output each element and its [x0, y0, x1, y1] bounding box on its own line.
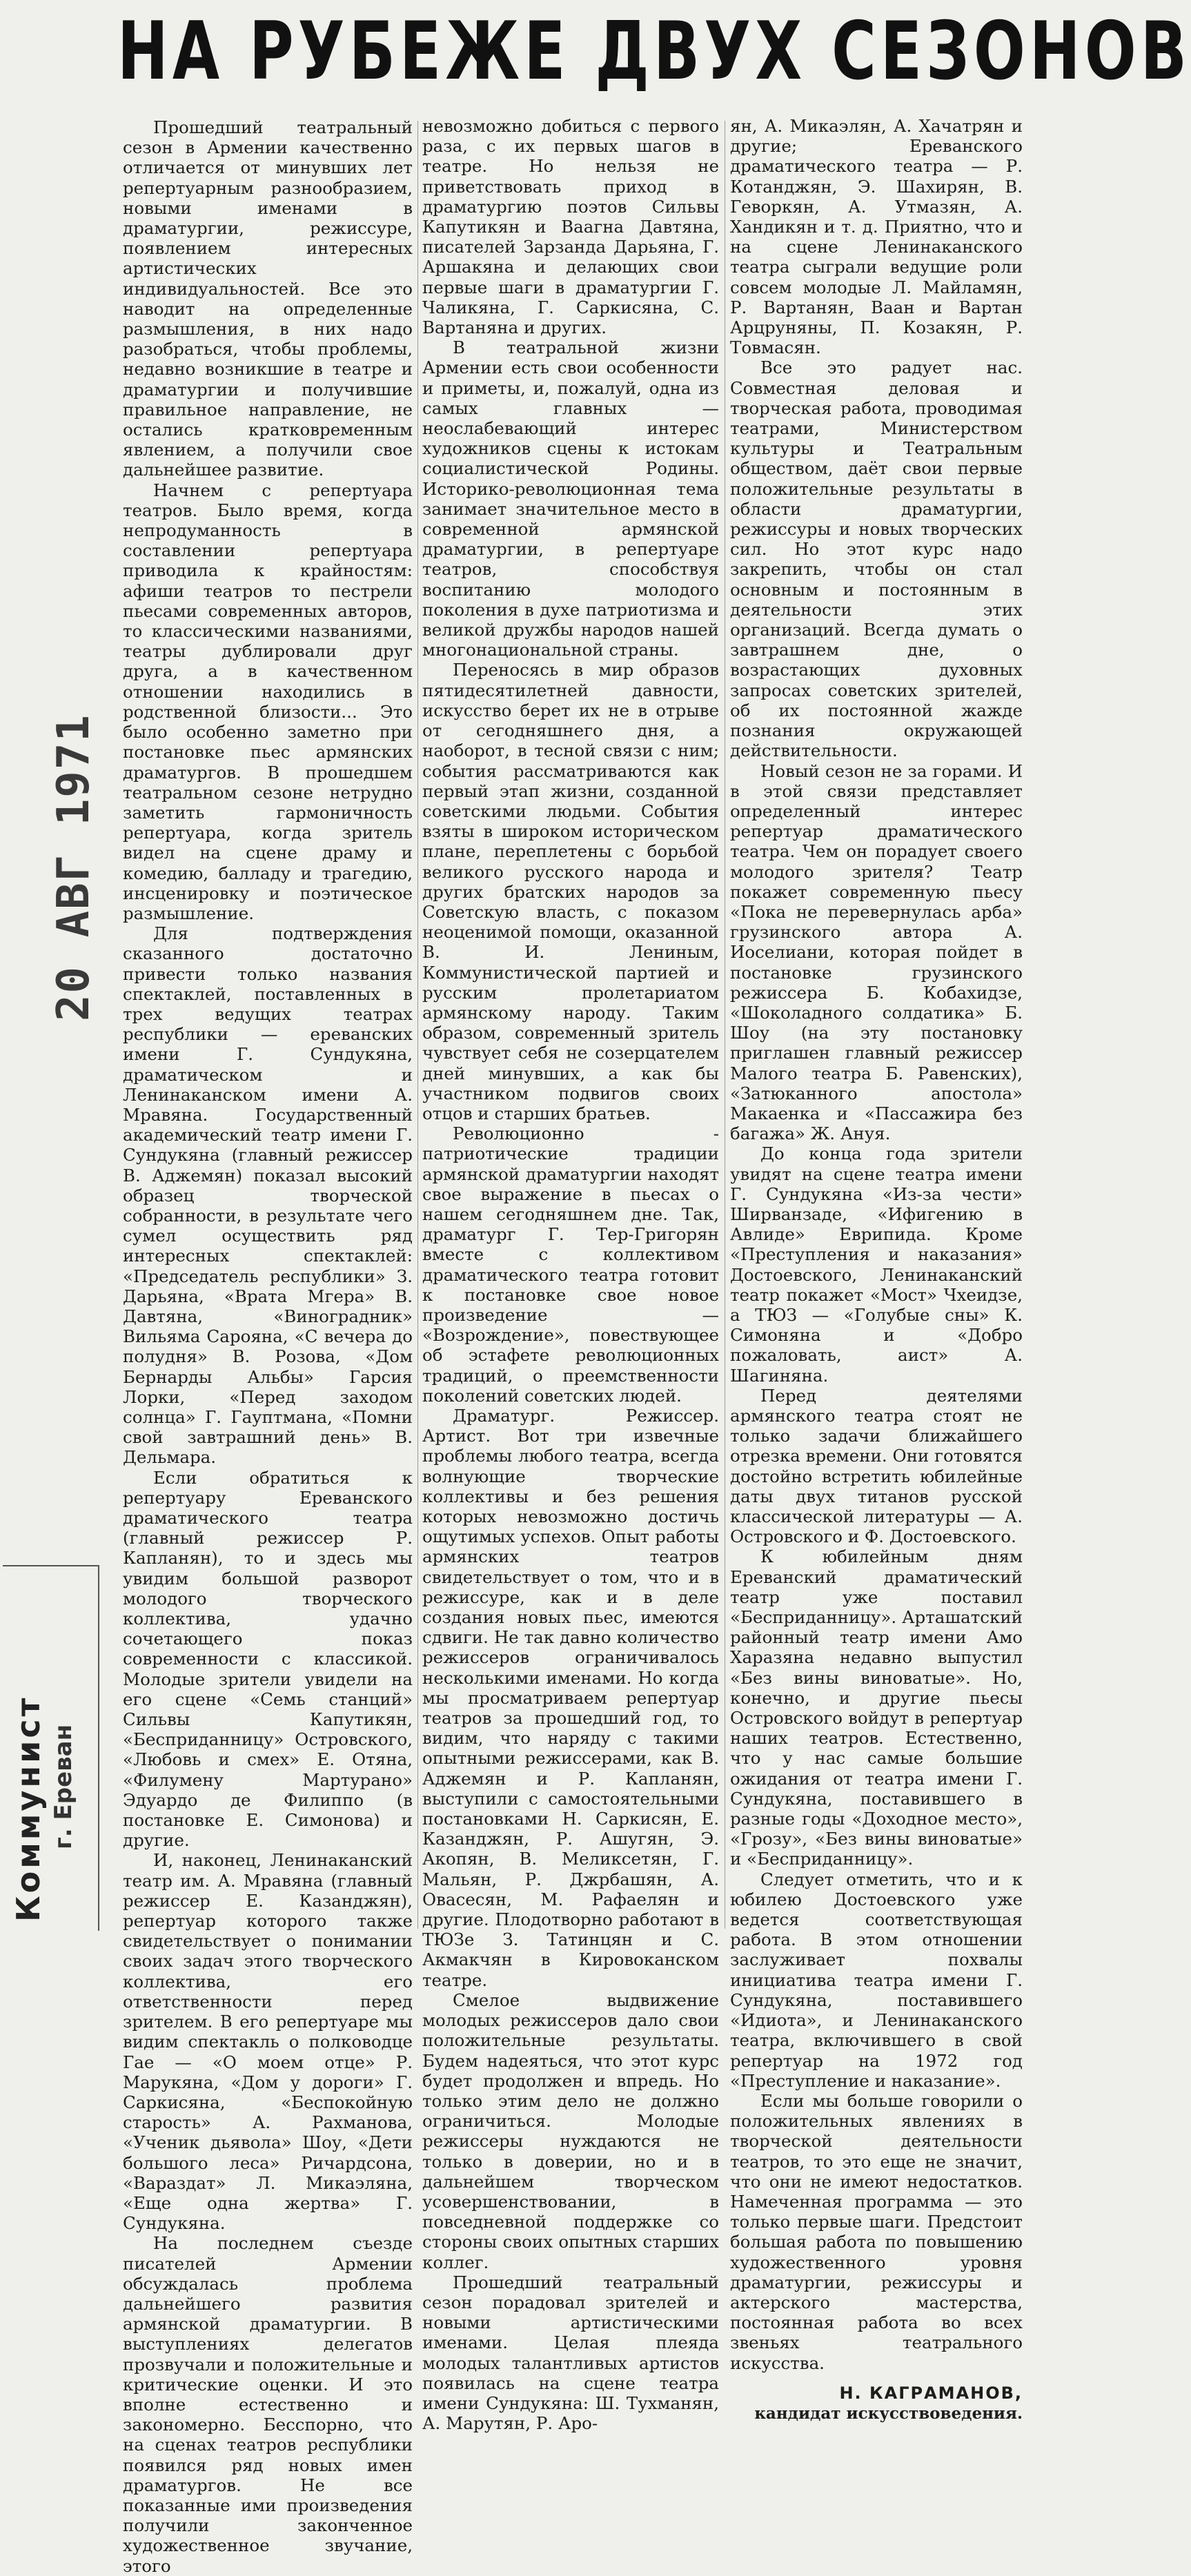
paragraph: Прошедший театральный сезон в Армении качественно отличается от минувших лет репертуарным разнообразием, новыми именами в драматургии, режиссуре, появлением интересных артистических индивидуальностей. Все это наводит на определенные размышления, в них надо разобраться, чтобы проблемы, недавно возникшие в театре и драматургии и получившие правильное направление, не остались кратковременным явлением, а получили свое дальнейшее развитие. [123, 117, 413, 480]
article-column-2 [422, 116, 719, 2434]
paragraph: Все это радует нас. Совместная деловая и творческая работа, проводимая театрами, Министерством культуры и Театральным обществом, даёт свои первые положительные результаты в области драматургии, режиссуры и новых творческих сил. Но этот курс надо закрепить, чтобы он стал основным и постоянным в деятельности этих организаций. Всегда думать о завтрашнем дне, о возрастающих духовных запросах советских зрителей, об их постоянной жажде познания окружающей действительности. [730, 357, 1023, 761]
paragraph: ян, А. Микаэлян, А. Хачатрян и другие; Ереванского драматического театра — Р. Котанджян, Э. Шахирян, В. Геворкян, А. Утмазян, А. Хандикян и т. д. Приятно, что и на сцене Ленинаканского театра сыграли ведущие роли совсем молодые Л. Майламян, Р. Вартанян, Ваан и Вартан Арцруняны, П. Козакян, Р. Товмасян. [730, 116, 1023, 358]
paragraph: Если мы больше говорили о положительных явлениях в творческой деятельности театров, то это еще не значит, что они не имеют недостатков. Намеченная программа — это только первые шаги. Предстоит большая работа по повышению художественного уровня драматургии, режиссуры и актерского мастерства, постоянная работа во всех звеньях театрального искусства. [730, 2090, 1023, 2373]
column-divider [417, 121, 418, 1929]
archive-city-name: г. Ереван [50, 1724, 77, 1849]
paragraph: Начнем с репертуара театров. Было время, когда непродуманность в составлении репертуара приводила к крайностям: афиши театров то пестрели пьесами современных авторов, то классическими названиями, театры дублировали друг друга, а в качественном отношении находились в родственной близости... Это было особенно заметно при постановке пьес армянских драматургов. В прошедшем театральном сезоне нетрудно заметить гармоничность репертуара, когда зритель видел на сцене драму и комедию, балладу и трагедию, инсценировку и поэтическое размышление. [123, 480, 413, 923]
article-column-3 [730, 116, 1023, 2423]
paragraph: До конца года зрители увидят на сцене театра имени Г. Сундукяна «Из-за чести» Ширванзаде, «Ифигению в Авлиде» Еврипида. Кроме «Преступления и наказания» Достоевского, Ленинаканский театр покажет «Мост» Чхеидзе, а ТЮЗ — «Голубые сны» К. Симоняна и «Добро пожаловать, аист» А. Шагиняна. [730, 1143, 1023, 1386]
paragraph: Прошедший театральный сезон порадовал зрителей и новыми артистическими именами. Целая плеяда молодых талантливых артистов появилась на сцене театра имени Сундукяна: Ш. Тухманян, А. Марутян, Р. Аро- [422, 2272, 719, 2434]
author-signature [730, 2383, 1023, 2423]
paragraph: Смелое выдвижение молодых режиссеров дало свои положительные результаты. Будем надеяться, что этот курс будет продолжен и впредь. Но только этим дело не должно ограничиться. Молодые режиссеры нуждаются не только в доверии, но и в дальнейшем творческом усовершенствовании, в повседневной поддержке со стороны своих опытных старших коллег. [422, 1989, 719, 2272]
paragraph: Перед деятелями армянского театра стоят не только задачи ближайшего отрезка времени. Они готовятся достойно встретить юбилейные даты двух титанов русской классической литературы — А. Островского и Ф. Достоевского. [730, 1385, 1023, 1547]
paragraph: Если обратиться к репертуару Ереванского драматического театра (главный режиссер Р. Капланян), то и здесь мы увидим большой разворот молодого творческого коллектива, удачно сочетающего показ современности с классикой. Молодые зрители увидели на его сцене «Семь станций» Сильвы Капутикян, «Бесприданницу» Островского, «Любовь и смех» Е. Отяна, «Филумену Мартурано» Эдуардо де Филиппо (в постановке Е. Симонова) и другие. [123, 1467, 413, 1851]
paragraph: Новый сезон не за горами. И в этой связи представляет определенный интерес репертуар драматического театра. Чем он порадует своего молодого зрителя? Театр покажет современную пьесу «Пока не перевернулась арба» грузинского автора А. Иоселиани, которая пойдет в постановке грузинского режиссера Б. Кобахидзе, «Шоколадного солдатика» Б. Шоу (на эту постановку приглашен главный режиссер Малого театра Б. Равенских), «Затюканного апостола» Макаенка и «Пассажира без багажа» Ж. Ануя. [730, 760, 1023, 1144]
author-title: кандидат искусствоведения. [754, 2403, 1023, 2423]
paragraph: Революционно - патриотические традиции армянской драматургии находят свое выражение в пьесах о нашем сегодняшнем дне. Так, драматург Г. Тер-Григорян вместе с коллективом драматического театра готовит к постановке свое новое произведение — «Возрождение», повествующее об эстафете революционных традиций, о преемственности поколений советских людей. [422, 1123, 719, 1406]
paragraph: На последнем съезде писателей Армении обсуждалась проблема дальнейшего развития армянской драматургии. В выступлениях делегатов прозвучали и положительные и критические оценки. И это вполне естественно и закономерно. Бесспорно, что на сценах театров республики появился ряд новых имен драматургов. Не все показанные ими произведения получили законченное художественное звучание, этого [123, 2233, 413, 2576]
paragraph: Следует отметить, что и к юбилею Достоевского уже ведется соответствующая работа. В этом отношении заслуживает похвалы инициатива театра имени Г. Сундукяна, поставившего «Идиота», и Ленинаканского театра, включившего в свой репертуар на 1972 год «Преступление и наказание». [730, 1869, 1023, 2091]
paragraph: Для подтверждения сказанного достаточно привести только названия спектаклей, поставленных в трех ведущих театрах республики — ереванских имени Г. Сундукяна, драматическом и Ленинаканском имени А. Мравяна. Государственный академический театр имени Г. Сундукяна (главный режиссер В. Аджемян) показал высокий образец творческой собранности, в результате чего сумел осуществить ряд интересных спектаклей: «Председатель республики» З. Дарьяна, «Врата Мгера» В. Давтяна, «Виноградник» Вильяма Сарояна, «С вечера до полудня» В. Розова, «Дом Бернарды Альбы» Гарсия Лорки, «Перед заходом солнца» Г. Гауптмана, «Помни свой завтрашний день» В. Дельмара. [123, 923, 413, 1468]
paragraph: И, наконец, Ленинаканский театр им. А. Мравяна (главный режиссер Е. Казанджян), репертуар которого также свидетельствует о понимании своих задач этого творческого коллектива, его ответственности перед зрителем. В его репертуаре мы видим спектакль о полководце Гае — «О моем отце» Р. Марукяна, «Дом у дороги» Г. Саркисяна, «Беспокойную старость» А. Рахманова, «Ученик дьявола» Шоу, «Дети большого леса» Ричардсона, «Вараздат» Л. Микаэляна, «Еще одна жертва» Г. Сундукяна. [123, 1850, 413, 2234]
archive-newspaper-name: Коммунист [10, 1695, 47, 1922]
paragraph: К юбилейным дням Ереванский драматический театр уже поставил «Бесприданницу». Арташатский районный театр имени Амо Харазяна недавно выпустил «Без вины виноватые». Но, конечно, и другие пьесы Островского войдут в репертуар наших театров. Естественно, что у нас самые большие ожидания от театра имени Г. Сундукяна, поставившего в разные годы «Доходное место», «Грозу», «Без вины виноватые» и «Бесприданницу». [730, 1546, 1023, 1869]
paragraph: В театральной жизни Армении есть свои особенности и приметы, и, пожалуй, одна из самых главных — неослабевающий интерес художников сцены к истокам социалистической Родины. Историко-революционная тема занимает значительное место в современной армянской драматургии, в репертуаре театров, способствуя воспитанию молодого поколения в духе патриотизма и великой дружбы народов нашей многонациональной страны. [422, 337, 719, 660]
paragraph: Драматург. Режиссер. Артист. Вот три извечные проблемы любого театра, всегда волнующие творческие коллективы и без решения которых невозможно достичь ощутимых успехов. Опыт работы армянских театров свидетельствует о том, что и в режиссуре, как и в деле создания новых пьес, имеются сдвиги. Не так давно количество режиссеров ограничивалось несколькими именами. Но когда мы просматриваем репертуар театров за прошедший год, то видим, что наряду с такими опытными режиссерами, как В. Аджемян и Р. Капланян, выступили с самостоятельными постановками Н. Саркисян, Е. Казанджян, Р. Ашугян, Э. Акопян, В. Меликсетян, Г. Мальян, Р. Джрбашян, А. Овасесян, М. Рафаелян и другие. Плодотворно работают в ТЮЗе З. Татинцян и С. Акмакчян в Кировоканском театре. [422, 1406, 719, 1990]
author-name: Н. КАГРАМАНОВ, [839, 2383, 1023, 2403]
article-column-1 [123, 117, 413, 2576]
paragraph: Переносясь в мир образов пятидесятилетней давности, искусство берет их не в отрыве от сегодняшнего дня, а наоборот, в тесной связи с ним; события рассматриваются как первый этап жизни, созданной советскими людьми. События взяты в широком историческом плане, переплетены с борьбой великого русского народа и других братских народов за Советскую власть, с показом неоценимой помощи, оказанной В. И. Лениным, Коммунистической партией и русским пролетариатом армянскому народу. Таким образом, современный зритель чувствует себя не созерцателем дней минувших, а как бы участником подвигов своих отцов и старших братьев. [422, 660, 719, 1123]
headline: НА РУБЕЖЕ ДВУХ СЕЗОНОВ [117, 5, 1191, 98]
archive-date-stamp: 20 АВГ 1971 [48, 714, 99, 1021]
paragraph: невозможно добиться с первого раза, с их первых шагов в театре. Но нельзя не приветствовать приход в драматургию поэтов Сильвы Капутикян и Ваагна Давтяна, писателей Зарзанда Дарьяна, Г. Аршакяна и делающих свои первые шаги в драматургии Г. Чаликяна, Г. Саркисяна, С. Вартаняна и других. [422, 116, 719, 338]
